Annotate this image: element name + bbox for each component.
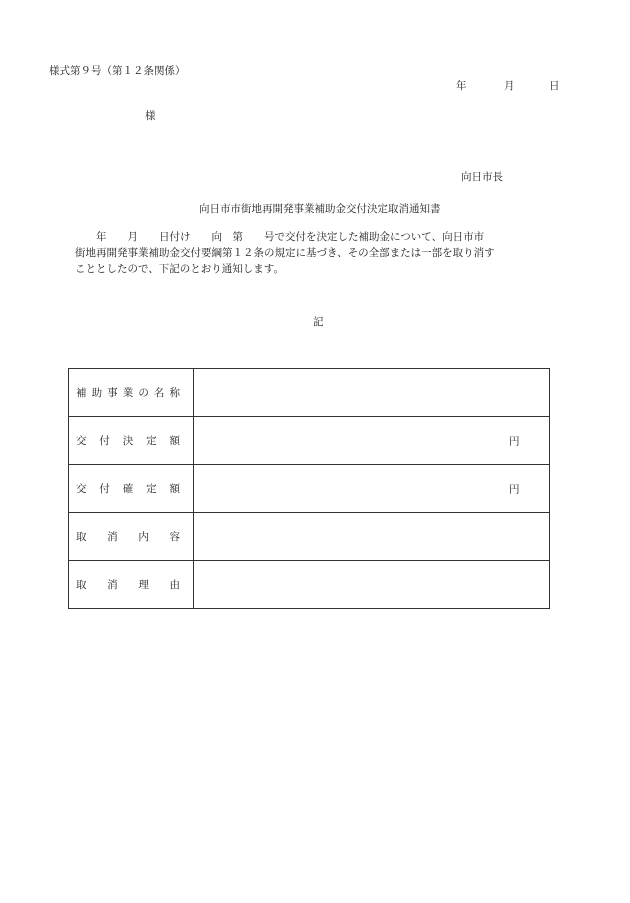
date-month-label: 月 xyxy=(504,80,515,92)
row-value-decided-amount xyxy=(194,417,550,465)
label-char: 消 xyxy=(107,579,118,591)
yen-unit: 円 xyxy=(509,483,520,495)
label-char: の xyxy=(138,387,149,399)
date-day-label: 日 xyxy=(549,80,560,92)
label-char: 額 xyxy=(169,483,180,495)
row-label-cancellation-content xyxy=(69,513,194,561)
label-char: 定 xyxy=(146,435,157,447)
label-char: 名 xyxy=(153,387,165,399)
label-char: 助 xyxy=(91,387,103,399)
label-char: 交 xyxy=(76,483,87,495)
label-char: 額 xyxy=(169,435,180,447)
addressee-honorific: 様 xyxy=(145,110,156,122)
row-label-decided-amount xyxy=(69,417,194,465)
table-row xyxy=(69,369,550,417)
label-char: 定 xyxy=(146,483,157,495)
row-value-cancellation-content xyxy=(194,513,550,561)
table-row xyxy=(69,465,550,513)
label-char: 内 xyxy=(138,531,149,543)
document-title: 向日市市街地再開発事業補助金交付決定取消通知書 xyxy=(199,203,441,215)
label-char: 消 xyxy=(107,531,118,543)
row-label-confirmed-amount xyxy=(69,465,194,513)
label-char: 業 xyxy=(122,387,134,399)
label-char: 付 xyxy=(99,435,110,447)
label-char: 取 xyxy=(76,531,87,543)
label-char: 理 xyxy=(138,579,149,591)
row-value-cancellation-reason xyxy=(194,561,550,609)
label-char: 交 xyxy=(76,435,87,447)
row-label-cancellation-reason xyxy=(69,561,194,609)
table-row xyxy=(69,417,550,465)
label-char: 称 xyxy=(169,387,180,399)
date-year-label: 年 xyxy=(456,80,467,92)
details-table xyxy=(68,368,550,609)
label-char: 容 xyxy=(169,531,180,543)
label-char: 取 xyxy=(76,579,87,591)
label-char: 決 xyxy=(122,435,134,447)
label-char: 事 xyxy=(107,387,118,399)
issuer-name: 向日市長 xyxy=(461,171,503,183)
label-char: 由 xyxy=(169,579,180,591)
row-value-project-name xyxy=(194,369,550,417)
ki-heading: 記 xyxy=(313,316,324,328)
label-char: 補 xyxy=(76,387,87,399)
table-row xyxy=(69,561,550,609)
form-number: 様式第９号（第１２条関係） xyxy=(49,65,186,77)
table-row xyxy=(69,513,550,561)
yen-unit: 円 xyxy=(509,435,520,447)
body-text-line: 街地再開発事業補助金交付要綱第１２条の規定に基づき、その全部または一部を取り消す xyxy=(75,247,495,259)
row-label-project-name xyxy=(69,369,194,417)
body-text-line: こととしたので、下記のとおり通知します。 xyxy=(75,263,284,275)
body-text-line: 年 月 日付け 向 第 号で交付を決定した補助金について、向日市市 xyxy=(75,231,485,243)
label-char: 確 xyxy=(122,483,134,495)
row-value-confirmed-amount xyxy=(194,465,550,513)
label-char: 付 xyxy=(99,483,110,495)
